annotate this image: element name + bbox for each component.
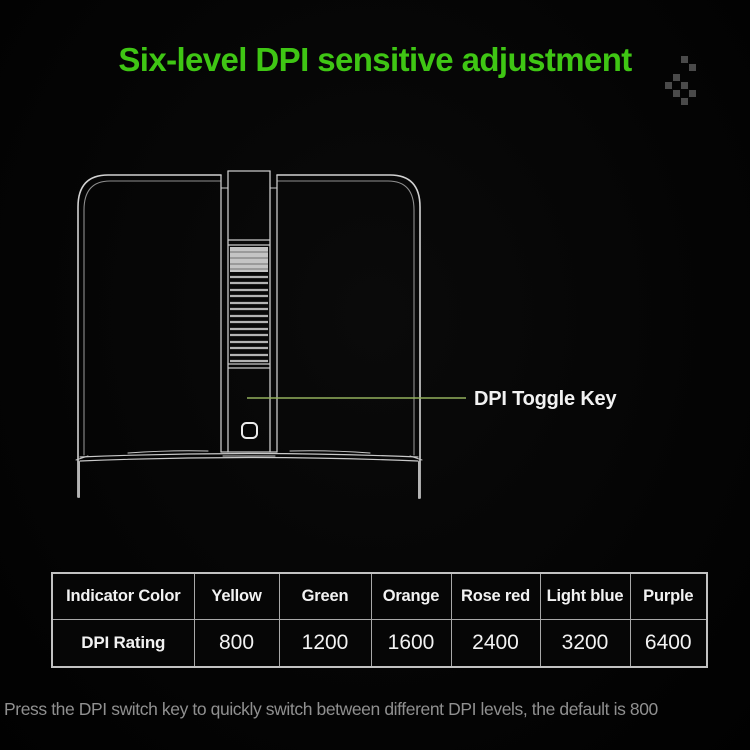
page-title: Six-level DPI sensitive adjustment [118, 41, 632, 78]
table-value-cell: 2400 [451, 620, 540, 668]
caption: Press the DPI switch key to quickly switch between different DPI levels, the default is 800 [4, 699, 658, 719]
callout-label: DPI Toggle Key [474, 388, 617, 410]
table-row-header-cell: DPI Rating [52, 620, 194, 668]
table-header-cell: Orange [371, 573, 451, 620]
mouse-body-outline [76, 171, 422, 498]
table-value-cell: 800 [194, 620, 279, 668]
dpi-table [51, 572, 708, 668]
table-value-row [52, 620, 707, 668]
table-value-cell: 1600 [371, 620, 451, 668]
table-header-cell: Rose red [451, 573, 540, 620]
table-header-cell: Yellow [194, 573, 279, 620]
scroll-wheel [228, 240, 270, 368]
table-header-cell: Light blue [540, 573, 630, 620]
table-value-cell: 1200 [279, 620, 371, 668]
table-header-cell: Green [279, 573, 371, 620]
table-header-cell: Purple [630, 573, 707, 620]
table-value-cell: 3200 [540, 620, 630, 668]
table-header-cell: Indicator Color [52, 573, 194, 620]
table-value-cell: 6400 [630, 620, 707, 668]
table-header-row [52, 573, 707, 620]
dpi-toggle-button [242, 423, 257, 438]
